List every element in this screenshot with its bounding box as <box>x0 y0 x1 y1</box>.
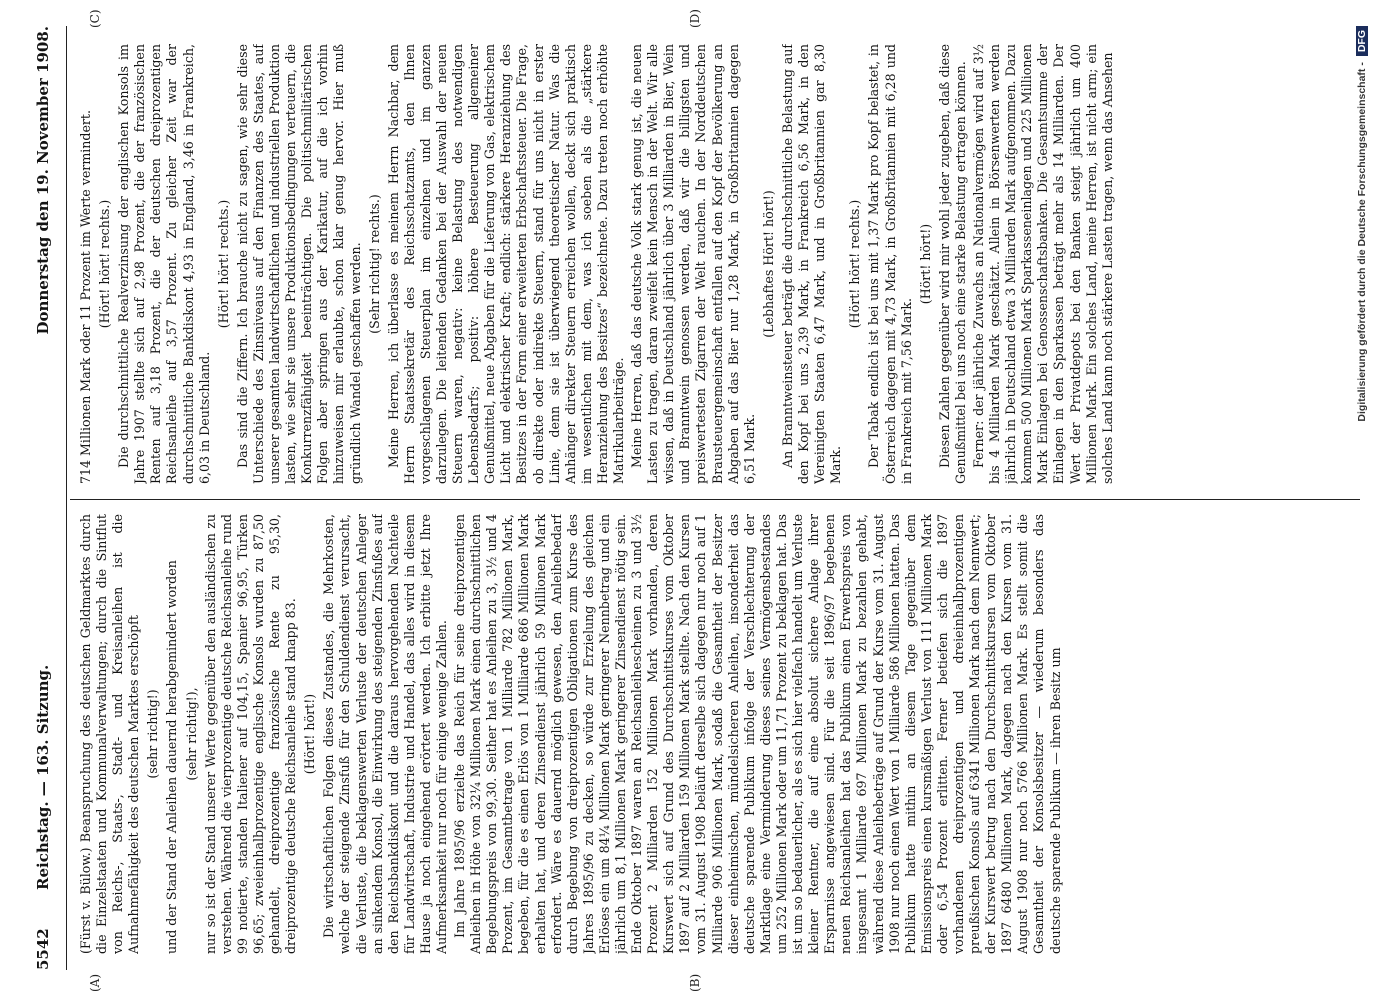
paragraph: Ferner: der jährliche Zuwachs an Nationalvermögen wird auf 3½ bis 4 Milliarden Mark geschätzt. Allein in Börsenwerten werden jährlich in Deutschland etwa 3 Milliarden Mark aufgenommen. Dazu kommen 500 Millionen Mark Sparkasseneinlagen und 225 Millionen Mark Einlagen bei Genossenschaftsbanken. Die Gesamtsumme der Einlagen in den Sparkassen beträgt mehr als 14 Milliarden. Der Wert der Privatdepots bei den Banken steigt jährlich um 400 Millionen Mark. Ein solches Land, meine Herren, ist nicht arm; ein solches Land kann noch stärkere Lasten tragen, wenn das Ansehen <box>970 44 1115 484</box>
paragraph: Diesen Zahlen gegenüber wird mir wohl jeder zugeben, daß diese Genußmittel bei uns noch eine starke Belastung ertragen können. <box>936 44 968 484</box>
interjection: (Hört! hört! rechts.) <box>215 199 231 329</box>
margin-letter-b: (B) <box>688 973 702 992</box>
paragraph: Meine Herren, daß das deutsche Volk stark genug ist, die neuen Lasten zu tragen, daran zweifelt kein Mensch in der Welt. Wir alle wissen, daß in Deutschland jährlich über 3 Milliarden in Bier, Wein und Branntwein genossen werden, daß wir die billigsten und preiswertesten Zigarren der Welt rauchen. In der Norddeutschen Brausteuergemeinschaft entfallen auf den Kopf der Bevölkerung an Abgaben auf das Bier nur 1,28 Mark, in Großbritannien dagegen 6,51 Mark. <box>629 44 757 484</box>
paragraph: Der Tabak endlich ist bei uns mit 1,37 Mark pro Kopf belastet, in Österreich dagegen mit 4,73 Mark, in Großbritannien mit 6,28 und in Frankreich mit 7,56 Mark. <box>866 44 914 484</box>
credit-text: Digitalisierung gefördert durch die Deutsche Forschungsgemeinschaft - <box>1356 62 1368 422</box>
paragraph: Meine Herren, ich überlasse es meinem Herrn Nachbar, dem Herrn Staatssekretär des Reichsschatzamts, den Ihnen vorgeschlagenen Steuerplan im einzelnen und im ganzen darzulegen. Die leitenden Gedanken bei der Auswahl der neuen Steuern waren, negativ: keine Belastung des notwendigen Lebensbedarfs; positiv: höhere Besteuerung allgemeiner Genußmittel, neue Abgaben für die Lieferung von Gas, elektrischem Licht und elektrischer Kraft; endlich: stärkere Heranziehung des Besitzes in der Form einer erweiterten Erbschaftssteuer. Die Frage, ob direkte oder indirekte Steuern, stand für uns nicht in erster Linie, denn sie ist überwiegend theoretischer Natur. Was die Anhänger direkter Steuern erreichen wollen, deckt sich praktisch im wesentlichen mit dem, was ich soeben als die „stärkere Heranziehung des Besitzes“ bezeichnete. Dazu treten noch erhöhte Matrikularbeiträge. <box>385 44 626 484</box>
paragraph: Die wirtschaftlichen Folgen dieses Zustandes, die Mehrkosten, welche der steigende Zinsfuß für den Schuldendienst verursacht, die Verluste, die beklagenswerten Verluste der deutschen Anleger an sinkendem Konsol, die Einwirkung des steigenden Zinsfußes auf den Reichsbankdiskont und die daraus hervorgehenden Nachteile für Landwirtschaft, Industrie und Handel, das alles wird in diesem Hause ja noch eingehend erörtert werden. Ich erbitte jetzt Ihre Aufmerksamkeit nur noch für einige wenige Zahlen. <box>321 514 449 954</box>
interjection: (Hört! hört!) <box>302 693 318 775</box>
paragraph: Die durchschnittliche Realverzinsung der englischen Konsols im Jahre 1907 stellte sich auf 2,98 Prozent, die der französischen Renten auf 3,18 Prozent, die der deutschen dreiprozentigen Reichsanleihe auf 3,57 Prozent. Zu gleicher Zeit war der durchschnittliche Bankdiskont 4,93 in England, 3,46 in Frankreich, 6,03 in Deutschland. <box>116 44 212 484</box>
paragraph: Das sind die Ziffern. Ich brauche nicht zu sagen, wie sehr diese Unterschiede des Zinsniveaus auf den Finanzen des Staates, auf unserer gesamten landwirtschaftlichen und industriellen Produktion lasten, wie sehr sie unsere Produktionsbedingungen verteuern, die Konkurrenzfähigkeit beeinträchtigen. Die politischmilitärischen Folgen aber springen aus der Karikatur, auf die ich vorhin hinzuweisen mir erlaubte, schon klar genug hervor. Hier muß gründlich Wandel geschaffen werden. <box>234 44 363 484</box>
paragraph: Im Jahre 1895/96 erzielte das Reich für seine dreiprozentigen Anleihen in Höhe von 32¼ Millionen Mark einen durchschnittlichen Begebungspreis von 99,30. Seither hat es Anleihen zu 3, 3½ und 4 Prozent, im Gesamtbetrage von 1 Milliarde 782 Millionen Mark, begeben, für die es einen Erlös von 1 Milliarde 686 Millionen Mark erhalten hat, und deren Zinsendienst jährlich 59 Millionen Mark erfordert. Wäre es dauernd möglich gewesen, den Anleihebedarf durch Begebung von dreiprozentigen Obligationen zum Kurse des Jahres 1895/96 zu decken, so würde zur Erzielung des gleichen Erlöses ein um 84¼ Millionen Mark geringerer Nennbetrag und ein jährlich um 8,1 Millionen Mark geringerer Zinsendienst nötig sein. Ende Oktober 1897 waren an Reichsanleihescheinen zu 3 und 3½ Prozent 2 Milliarden 152 Millionen Mark vorhanden, deren Kurswert sich auf Grund des Durchschnittskurses vom Oktober 1897 auf 2 Milliarden 159 Millionen Mark stellte. Nach den Kursen vom 31. August 1908 beläuft derselbe sich dagegen nur noch auf 1 Milliarde 906 Millionen Mark, sodaß die Gesamtheit der Besitzer dieser einheimischen, mündelsicheren Anleihen, insonderheit das deutsche sparende Publikum infolge der Verschlechterung der Marktlage eine Verminderung dieses seines Vermögensbestandes um 252 Millionen Mark oder um 11,71 Prozent zu beklagen hat. Das ist um so bedauerlicher, als es sich hier vielfach handelt um Verluste kleiner Rentner, die auf eine absolut sichere Anlage ihrer Ersparnisse angewiesen sind. Für die seit 1896/97 begebenen neuen Reichsanleihen hat das Publikum einen Erwerbspreis von insgesamt 1 Milliarde 697 Millionen Mark zu bezahlen gehabt, während diese Anleihebeträge auf Grund der Kurse vom 31. August 1908 nur noch einen Wert von 1 Milliarde 586 Millionen hatten. Das Publikum hatte mithin an diesem Tage gegenüber dem Emissionspreis einen kursmäßigen Verlust von 111 Millionen Mark oder 6,54 Prozent erlitten. Ferner betiefen sich die 1897 vorhandenen dreiprozentigen und dreieinhalbprozentigen preußischen Konsols auf 6341 Millionen Mark nach dem Nennwert; der Kurswert betrug nach den Durchschnittskursen vom Oktober 1897 6480 Millionen Mark, dagegen nach den Kursen vom 31. August 1908 nur noch 5766 Millionen Mark. Es stellt somit die Gesamtheit der Konsolsbesitzer — wiederum besonders das deutsche sparende Publikum — ihren Besitz um <box>452 514 1063 954</box>
header-date: Donnerstag den 19. November 1908. <box>34 26 52 335</box>
paragraph: An Branntweinsteuer beträgt die durchschnittliche Belastung auf den Kopf bei uns 2,39 Mark, in Frankreich 6,56 Mark, in den Vereinigten Staaten 6,47 Mark, und in Großbritannien gar 8,30 Mark. <box>779 44 844 484</box>
margin-letter-a: (A) <box>88 973 102 992</box>
paragraph: nur so ist der Stand unserer Werte gegenüber den ausländischen zu verstehen. Während die vierprozentige deutsche Reichsanleihe rund 99 notierte, standen Italiener auf 104,15, Spanier 96,95, Türken 96,65; zweieinhalbprozentige englische Konsols wurden zu 87,50 gehandelt, dreiprozentige französische Rente zu 95,30, dreiprozentige deutsche Reichsanleihe stand knapp 83. <box>202 514 299 954</box>
left-column <box>78 514 1368 954</box>
paragraph: (Fürst v. Bülow.) Beanspruchung des deutschen Geldmarktes durch die Einzelstaaten und Kommunalverwaltungen; durch die Sintflut von Reichs-, Staats-, Stadt- und Kreisanleihen ist die Aufnahmefähigkeit des deutschen Marktes erschöpft <box>78 514 142 954</box>
dfg-logo: DFG <box>1356 26 1368 56</box>
interjection: (Hört! hört! rechts.) <box>847 199 863 329</box>
column-divider <box>70 499 1360 500</box>
paragraph: und der Stand der Anleihen dauernd herabgemindert worden <box>164 560 180 954</box>
page-number: 5542 <box>34 928 52 970</box>
header-rule <box>66 26 67 970</box>
interjection: (Hört! hört! rechts.) <box>97 199 113 329</box>
header-session-title: Reichstag. — 163. Sitzung. <box>34 664 52 890</box>
interjection: (Sehr richtig! rechts.) <box>366 194 382 334</box>
page-header <box>20 26 66 970</box>
margin-letter-d: (D) <box>688 9 702 28</box>
interjection: (sehr richtig!), <box>183 687 199 781</box>
digitization-credit <box>1356 26 1376 970</box>
interjection: (sehr richtig!) <box>145 689 161 779</box>
margin-letter-c: (C) <box>88 9 102 28</box>
right-column <box>78 44 1368 484</box>
interjection: (Lebhaftes Hört! hört!) <box>760 190 776 338</box>
interjection: (Hört! hört!) <box>917 223 933 305</box>
paragraph: 714 Millionen Mark oder 11 Prozent im Werte vermindert. <box>78 110 93 484</box>
